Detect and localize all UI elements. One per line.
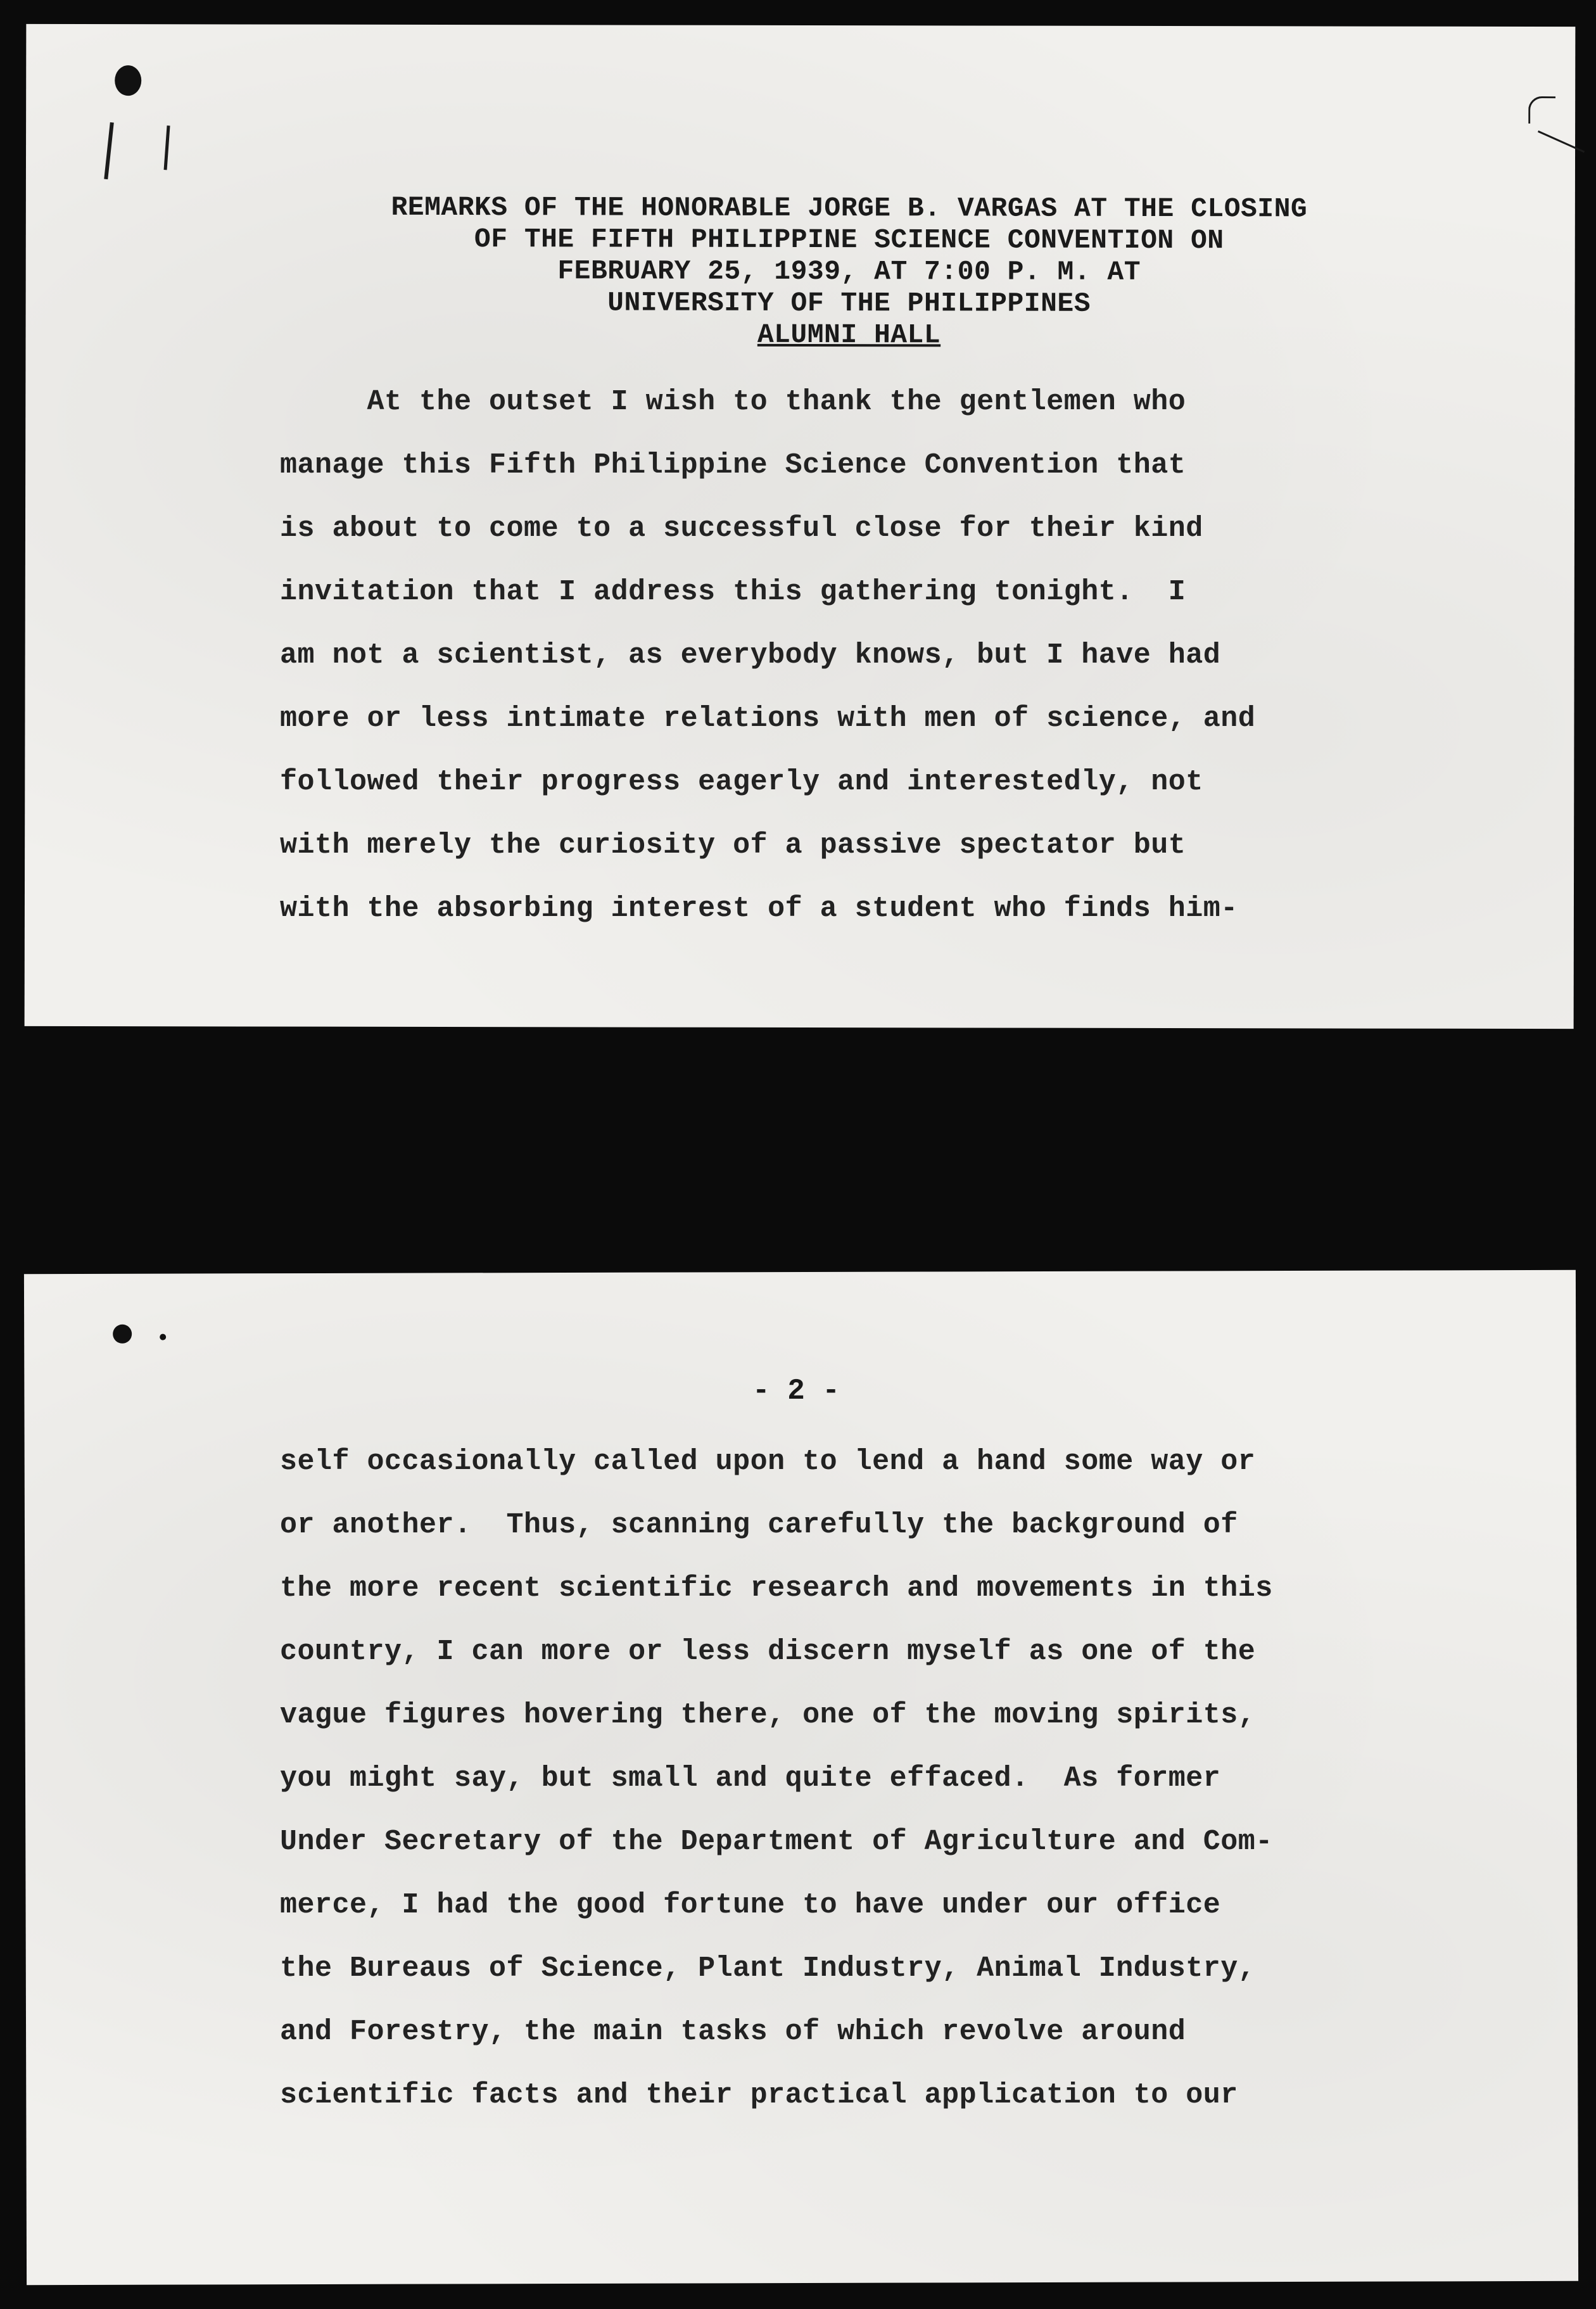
text-line: At the outset I wish to thank the gentlemen who [280,386,1186,418]
corner-curl [1528,96,1555,124]
text-line: scientific facts and their practical application to our [280,2079,1238,2111]
text-line: more or less intimate relations with men of science, and [280,703,1256,735]
text-line: or another. Thus, scanning carefully the background of [280,1509,1238,1541]
text-line: is about to come to a successful close for their kind [280,512,1203,545]
text-line: country, I can more or less discern myself as one of the [280,1636,1256,1668]
ink-blot [160,1334,166,1340]
text-line: self occasionally called upon to lend a hand some way or [280,1446,1256,1478]
text-line: with merely the curiosity of a passive spectator but [280,829,1186,862]
text-line: manage this Fifth Philippine Science Convention that [280,449,1186,481]
heading-line: ALUMNI HALL [757,319,941,351]
text-line: the Bureaus of Science, Plant Industry, Animal Industry, [280,1952,1256,1985]
page-number: - 2 - [752,1375,840,1408]
page-1-body-text [280,371,1255,941]
text-line: invitation that I address this gathering tonight. I [280,576,1186,608]
text-line: Under Secretary of the Department of Agriculture and Com- [280,1826,1273,1858]
heading-line: UNIVERSITY OF THE PHILIPPINES [607,287,1091,319]
margin-mark [164,125,170,170]
margin-mark [104,122,114,179]
document-heading [253,191,1444,352]
text-line: vague figures hovering there, one of the moving spirits, [280,1699,1256,1731]
ink-blot [115,65,141,96]
text-line: followed their progress eagerly and interestedly, not [280,766,1203,798]
text-line: am not a scientist, as everybody knows, but I have had [280,639,1221,671]
page-2-body-text [280,1430,1273,2127]
text-line: the more recent scientific research and movements in this [280,1572,1273,1605]
heading-line: FEBRUARY 25, 1939, AT 7:00 P. M. AT [557,255,1141,288]
heading-line: REMARKS OF THE HONORABLE JORGE B. VARGAS AT THE CLOSING [391,191,1308,225]
text-line: and Forestry, the main tasks of which revolve around [280,2016,1186,2048]
margin-mark [1538,130,1585,153]
heading-line: OF THE FIFTH PHILIPPINE SCIENCE CONVENTION ON [474,224,1224,257]
ink-blot [113,1325,132,1344]
text-line: you might say, but small and quite effaced. As former [280,1762,1221,1795]
text-line: merce, I had the good fortune to have under our office [280,1889,1221,1921]
text-line: with the absorbing interest of a student who finds him- [280,893,1238,925]
